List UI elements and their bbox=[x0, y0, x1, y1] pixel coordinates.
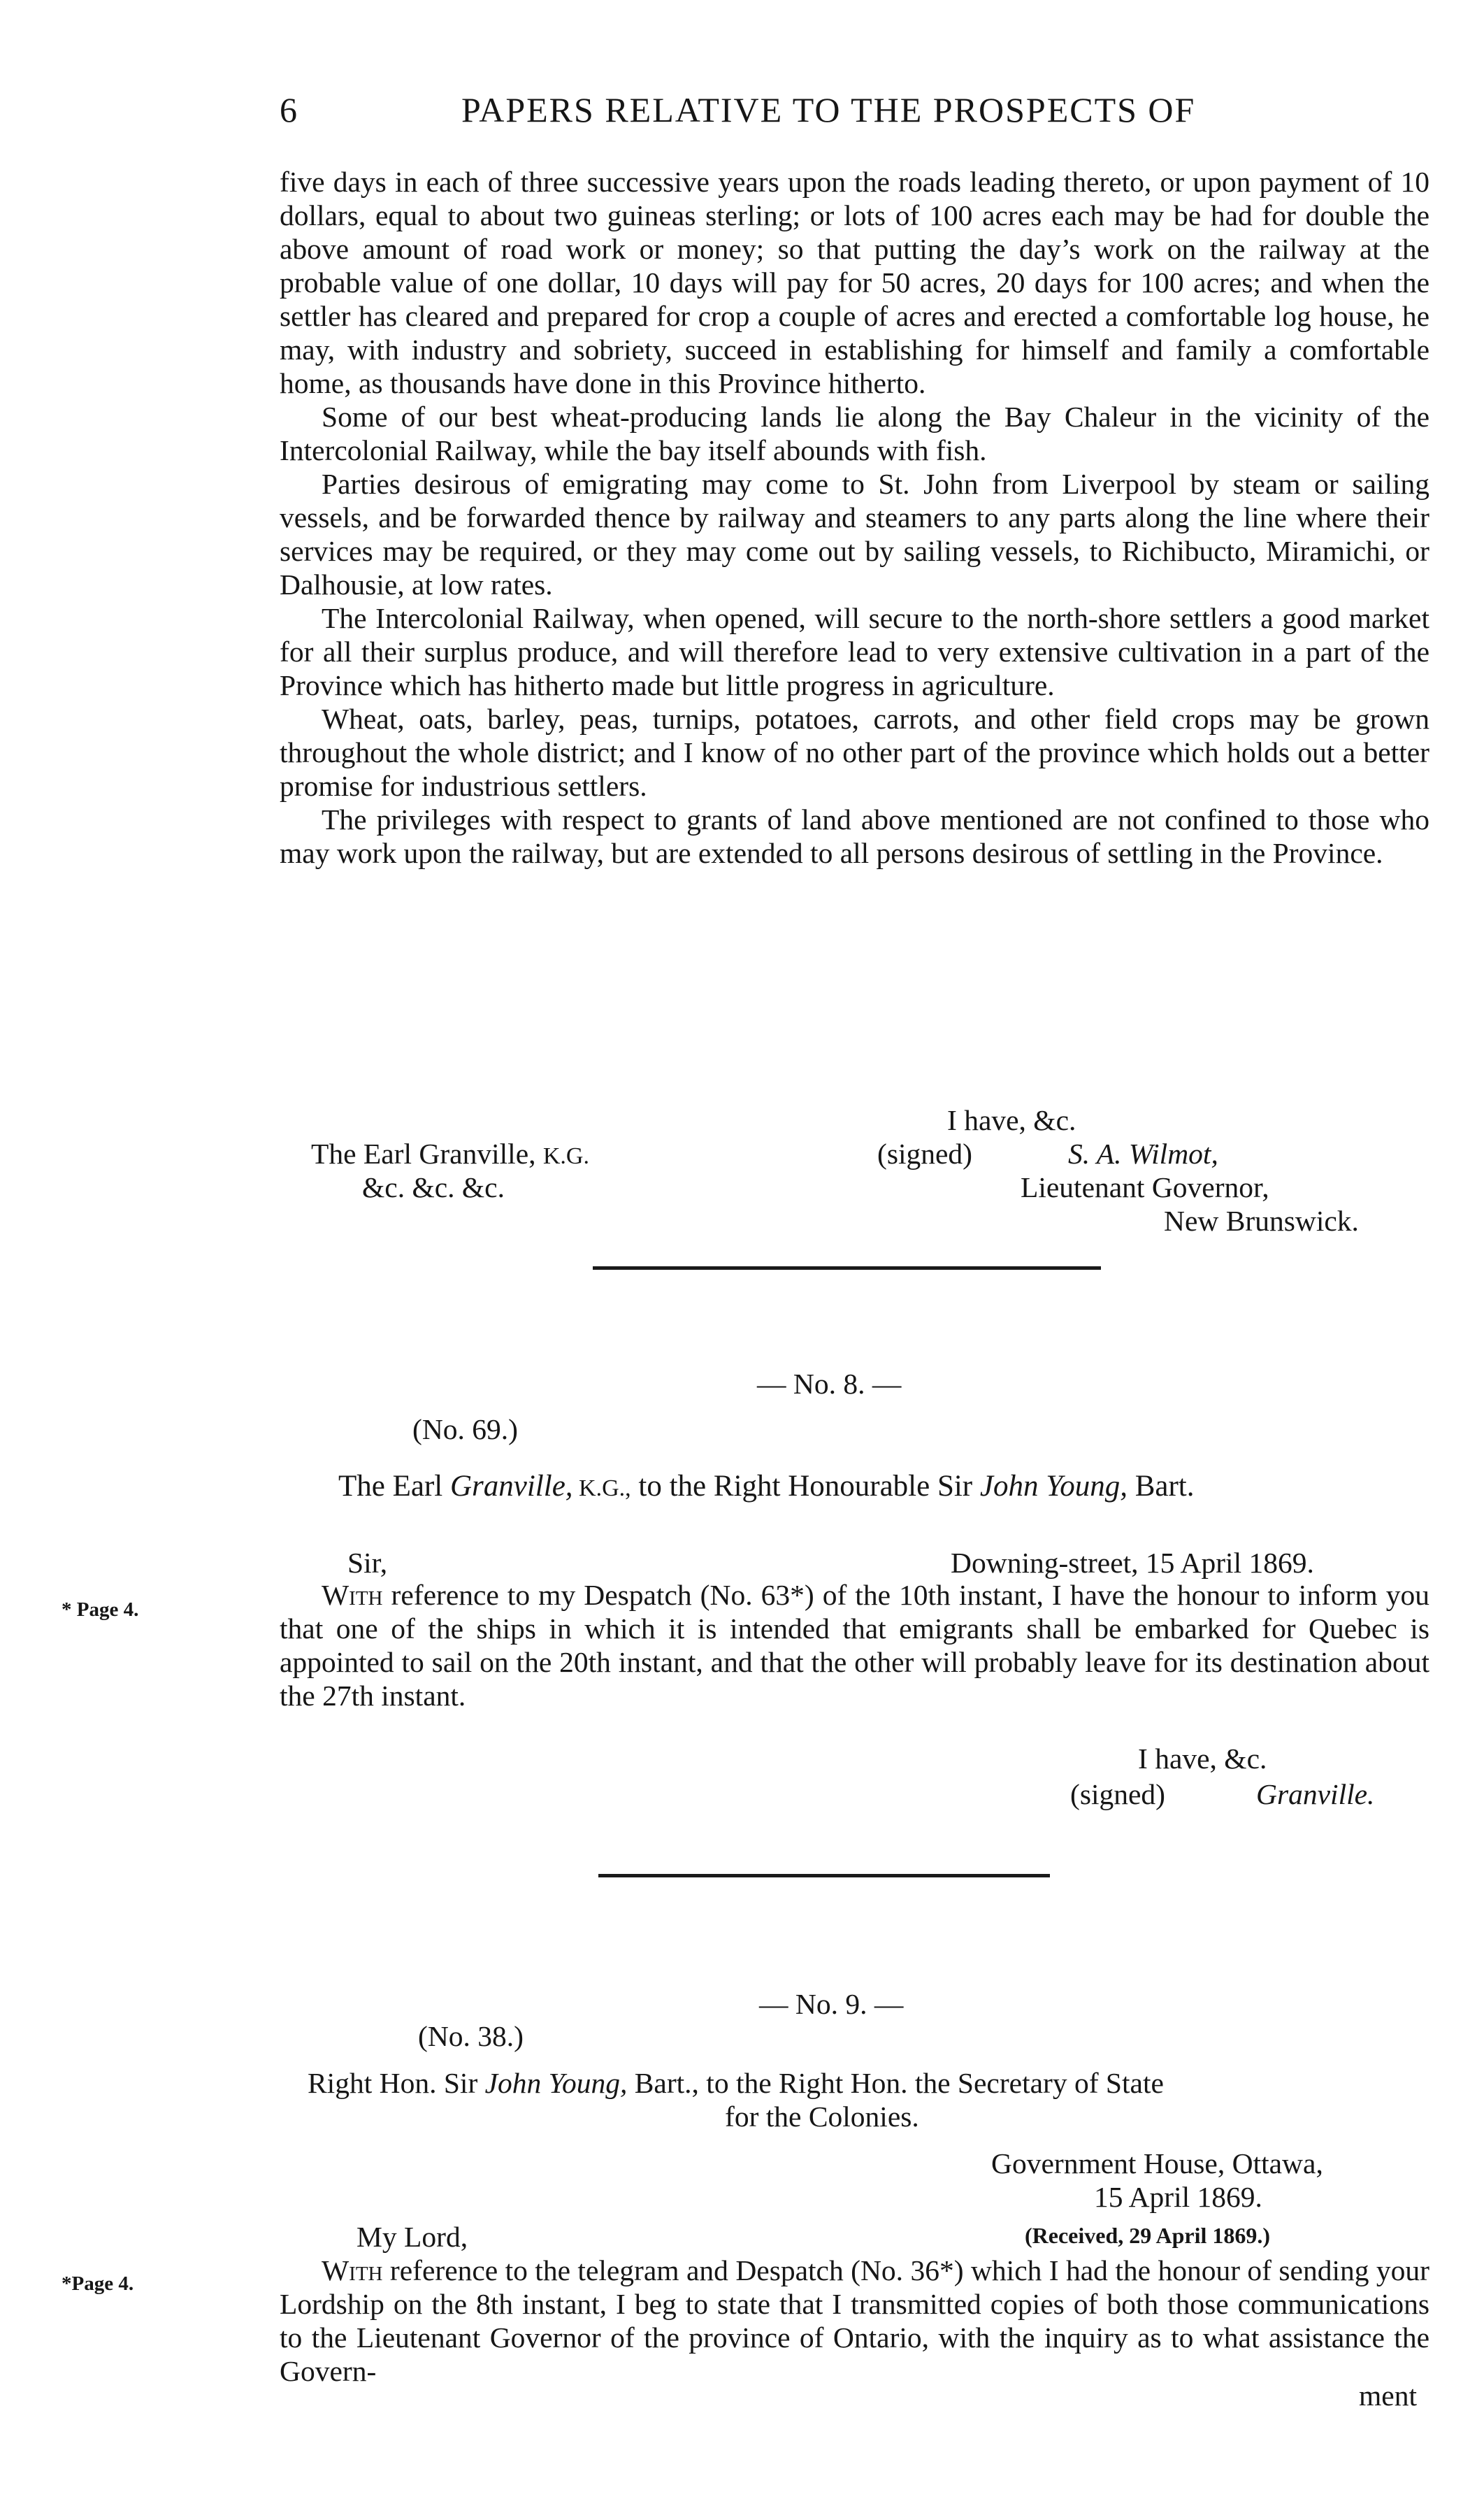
addressee-etc: &c. &c. &c. bbox=[362, 1171, 505, 1203]
place-date: Downing-street, 15 April 1869. bbox=[951, 1547, 1314, 1579]
despatch-number: (No. 69.) bbox=[412, 1413, 518, 1445]
addressee-honour: K.G. bbox=[542, 1143, 589, 1169]
drop-word: With bbox=[322, 2254, 383, 2286]
salutation: My Lord, bbox=[356, 2221, 468, 2253]
i-have: I have, &c. bbox=[947, 1104, 1076, 1136]
heading-text: to the Right Honourable Sir bbox=[631, 1470, 980, 1503]
heading-text: Bart., to the Right Hon. the Secretary of State bbox=[627, 2067, 1164, 2099]
paragraph: Some of our best wheat-producing lands lie along the Bay Chaleur in the vicinity of the Intercolonial Railway, while the bay itself abounds with fish. bbox=[280, 401, 1429, 466]
signatory-title: Lieutenant Governor, bbox=[1021, 1171, 1269, 1203]
signatory-province: New Brunswick. bbox=[1164, 1205, 1359, 1237]
despatch-number: (No. 38.) bbox=[418, 2020, 524, 2052]
letter-heading bbox=[308, 2066, 1164, 2100]
page-number: 6 bbox=[280, 90, 298, 129]
heading-recipient: John Young, bbox=[979, 1470, 1128, 1503]
paragraph bbox=[280, 2254, 1429, 2388]
paragraph-text: reference to the telegram and Despatch (No. 36*) which I had the honour of sending your Lordship on the 8th instant, I beg to state that I transmitted copies of both those communications to the Lieutenant Governor of the province of Ontario, with the inquiry as to what assistance the Govern- bbox=[280, 2254, 1429, 2387]
document-number: — No. 9. — bbox=[759, 1988, 904, 2020]
place: Government House, Ottawa, bbox=[991, 2147, 1323, 2179]
heading-text: Right Hon. Sir bbox=[308, 2067, 485, 2099]
received-date: (Received, 29 April 1869.) bbox=[1025, 2223, 1271, 2248]
letter-body bbox=[280, 2254, 1429, 2388]
paragraph: Wheat, oats, barley, peas, turnips, potatoes, carrots, and other field crops may be grown throughout the whole district; and I know of no other part of the province which holds out a better promise for industrious settlers. bbox=[280, 703, 1429, 802]
salutation: Sir, bbox=[347, 1547, 388, 1579]
margin-note: *Page 4. bbox=[62, 2272, 134, 2295]
running-title: PAPERS RELATIVE TO THE PROSPECTS OF bbox=[461, 90, 1196, 129]
paragraph: Parties desirous of emigrating may come to St. John from Liverpool by steam or sailing vessels, and be forwarded thence by railway and steamers to any parts along the line where their services may be required, or they may come out by sailing vessels, to Richibucto, Miramichi, or Dalhousie, at low rates. bbox=[280, 468, 1429, 601]
drop-word: With bbox=[322, 1579, 383, 1611]
signed-label: (signed) bbox=[1070, 1778, 1165, 1810]
document-number: — No. 8. — bbox=[757, 1368, 902, 1400]
signatory: Granville. bbox=[1256, 1778, 1375, 1810]
paragraph: The privileges with respect to grants of land above mentioned are not confined to those who may work upon the railway, but are extended to all persons desirous of settling in the Province. bbox=[280, 803, 1429, 869]
signatory: S. A. Wilmot, bbox=[1068, 1138, 1218, 1170]
heading-text: Bart. bbox=[1127, 1470, 1195, 1503]
heading-continuation: for the Colonies. bbox=[725, 2100, 919, 2133]
addressee-name: The Earl Granville, bbox=[311, 1138, 536, 1170]
heading-text: The Earl bbox=[338, 1470, 450, 1503]
heading-sender: Granville, bbox=[449, 1470, 573, 1503]
heading-sender: John Young, bbox=[484, 2067, 628, 2099]
paragraph: The Intercolonial Railway, when opened, will secure to the north-shore settlers a good market for all their surplus produce, and will therefore lead to very extensive cultivation in a part of the Province which has hitherto made but little progress in agriculture. bbox=[280, 602, 1429, 701]
catchword: ment bbox=[1359, 2379, 1417, 2412]
paragraph: five days in each of three successive years upon the roads leading thereto, or upon payment of 10 dollars, equal to about two guineas sterling; or lots of 100 acres each may be had for double the above amount of road work or money; so that putting the day’s work on the railway at the probable value of one dollar, 10 days will pay for 50 acres, 20 days for 100 acres; and when the settler has cleared and prepared for crop a couple of acres and erected a comfortable log house, he may, with industry and sobriety, succeed in establishing for himself and family a comfortable home, as thousands have done in this Province hitherto. bbox=[280, 166, 1429, 399]
paragraph-text: reference to my Despatch (No. 63*) of the 10th instant, I have the honour to inform you that one of the ships in which it is intended that emigrants shall be embarked for Quebec is appointed to sail on the 20th instant, and that the other will probably leave for its destination about the 27th instant. bbox=[280, 1579, 1429, 1712]
signed-label: (signed) bbox=[877, 1138, 972, 1170]
i-have: I have, &c. bbox=[1138, 1742, 1267, 1775]
heading-honour: K.G., bbox=[572, 1475, 631, 1501]
margin-note: * Page 4. bbox=[62, 1598, 139, 1621]
date: 15 April 1869. bbox=[1094, 2181, 1262, 2213]
